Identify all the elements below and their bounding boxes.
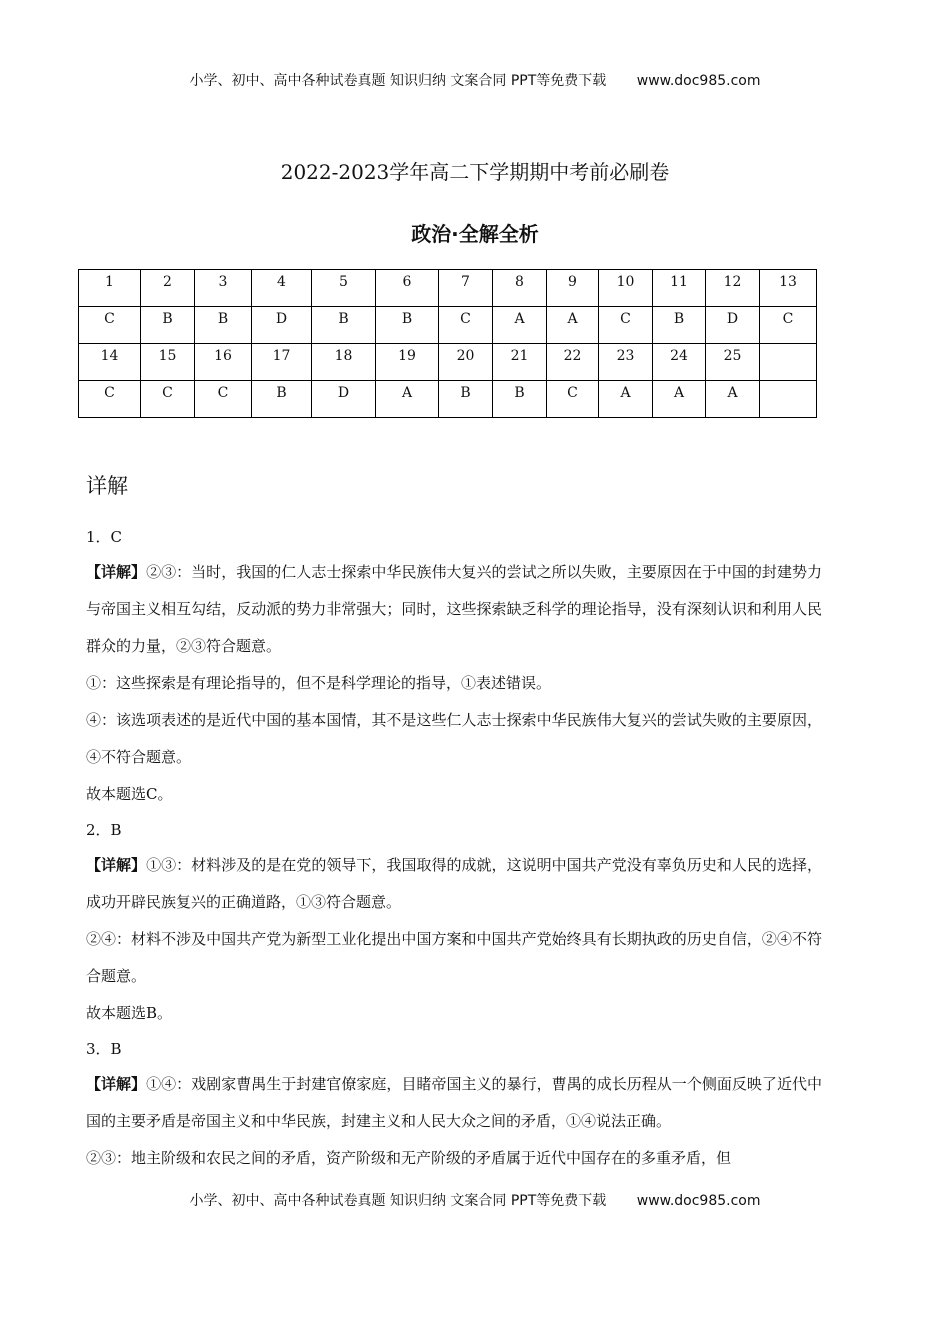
answer-table-cell: 13 — [760, 270, 817, 307]
answer-table — [78, 269, 817, 418]
answer-table-cell: C — [547, 381, 599, 418]
explanations — [86, 520, 822, 1177]
answer-table-cell: A — [547, 307, 599, 344]
answer-table-cell: C — [141, 381, 195, 418]
footer-url[interactable]: www.doc985.com — [636, 1193, 761, 1209]
answer-table-cell: 18 — [312, 344, 376, 381]
explanation-tag: 【详解】 — [86, 856, 147, 874]
answer-table-cell: B — [195, 307, 252, 344]
answer-table-row — [79, 381, 817, 418]
answer-table-cell: B — [439, 381, 493, 418]
answer-table-cell: B — [141, 307, 195, 344]
explanation-tag: 【详解】 — [86, 1075, 147, 1093]
answer-table-cell: 2 — [141, 270, 195, 307]
answer-table-cell: 19 — [376, 344, 439, 381]
footer-text: 小学、初中、高中各种试卷真题 知识归纳 文案合同 PPT等免费下载 — [189, 1193, 607, 1209]
answer-table-cell: 1 — [79, 270, 141, 307]
answer-table-cell: 25 — [706, 344, 760, 381]
page-footer — [0, 1190, 950, 1210]
answer-table-cell: 15 — [141, 344, 195, 381]
explanation-line: 故本题选C。 — [86, 785, 173, 803]
answer-table-row — [79, 344, 817, 381]
explanation-paragraph — [86, 1066, 822, 1140]
answer-table-row — [79, 307, 817, 344]
question-answer: 3．B — [86, 1040, 122, 1058]
explanation-body: ②③：当时，我国的仁人志士探索中华民族伟大复兴的尝试之所以失败，主要原因在于中国的封建势力与帝国主义相互勾结，反动派的势力非常强大；同时，这些探索缺乏科学的理论指导，没有深刻认识和利用人民群众的力量，②③符合题意。 — [86, 563, 822, 655]
header-url[interactable]: www.doc985.com — [636, 73, 761, 89]
explanation-tag: 【详解】 — [86, 563, 147, 581]
answer-table-cell: C — [599, 307, 653, 344]
answer-table-cell: 16 — [195, 344, 252, 381]
answer-table-cell: 3 — [195, 270, 252, 307]
answer-table-row — [79, 270, 817, 307]
answer-table-cell: 4 — [252, 270, 312, 307]
answer-table-cell: 24 — [653, 344, 706, 381]
explanation-line: ②④：材料不涉及中国共产党为新型工业化提出中国方案和中国共产党始终具有长期执政的历史自信，②④不符合题意。 — [86, 930, 822, 985]
header-text: 小学、初中、高中各种试卷真题 知识归纳 文案合同 PPT等免费下载 — [189, 73, 607, 89]
answer-table-cell: C — [79, 381, 141, 418]
explanation-line: 故本题选B。 — [86, 1004, 173, 1022]
explanation-item — [86, 520, 822, 813]
answer-table-cell: D — [312, 381, 376, 418]
answer-table-cell: 9 — [547, 270, 599, 307]
answer-table-cell — [760, 381, 817, 418]
answer-table-cell: B — [252, 381, 312, 418]
document-subtitle: 政治·全解全析 — [411, 222, 539, 246]
answer-table-cell: D — [706, 307, 760, 344]
answer-table-cell: C — [439, 307, 493, 344]
answer-table-cell: 10 — [599, 270, 653, 307]
explanation-body: ①④：戏剧家曹禺生于封建官僚家庭，目睹帝国主义的暴行，曹禺的成长历程从一个侧面反映了近代中国的主要矛盾是帝国主义和中华民族，封建主义和人民大众之间的矛盾，①④说法正确。 — [86, 1075, 822, 1130]
answer-table-cell: 6 — [376, 270, 439, 307]
explanation-line: ①：这些探索是有理论指导的，但不是科学理论的指导，①表述错误。 — [86, 674, 552, 692]
answer-table-cell: C — [195, 381, 252, 418]
answer-table-cell: B — [493, 381, 547, 418]
answer-table-cell: B — [653, 307, 706, 344]
answer-table-cell: D — [252, 307, 312, 344]
answer-table-cell: 7 — [439, 270, 493, 307]
explanation-line: ②③：地主阶级和农民之间的矛盾，资产阶级和无产阶级的矛盾属于近代中国存在的多重矛盾，但 — [86, 1149, 732, 1167]
explanation-line: ④：该选项表述的是近代中国的基本国情，其不是这些仁人志士探索中华民族伟大复兴的尝试失败的主要原因，④不符合题意。 — [86, 711, 822, 766]
answer-table-cell: C — [760, 307, 817, 344]
answer-table-cell: A — [599, 381, 653, 418]
answer-table-cell: C — [79, 307, 141, 344]
section-title: 详解 — [86, 474, 128, 498]
answer-table-cell: A — [376, 381, 439, 418]
explanation-paragraph — [86, 554, 822, 665]
answer-table-cell: B — [312, 307, 376, 344]
explanation-paragraph — [86, 847, 822, 921]
answer-table-cell: B — [376, 307, 439, 344]
answer-table-cell: 5 — [312, 270, 376, 307]
answer-table-cell: 23 — [599, 344, 653, 381]
explanation-body: ①③：材料涉及的是在党的领导下，我国取得的成就，这说明中国共产党没有辜负历史和人民的选择，成功开辟民族复兴的正确道路，①③符合题意。 — [86, 856, 822, 911]
answer-table-cell: 8 — [493, 270, 547, 307]
answer-table-cell: 14 — [79, 344, 141, 381]
answer-table-cell: 12 — [706, 270, 760, 307]
answer-table-cell: 17 — [252, 344, 312, 381]
answer-table-cell: 11 — [653, 270, 706, 307]
answer-table-cell: A — [706, 381, 760, 418]
explanation-item — [86, 813, 822, 1032]
answer-table-cell: A — [653, 381, 706, 418]
page-header — [0, 70, 950, 90]
question-answer: 1．C — [86, 528, 123, 546]
explanation-item — [86, 1032, 822, 1177]
answer-table-cell: 20 — [439, 344, 493, 381]
answer-table-cell: 22 — [547, 344, 599, 381]
document-title: 2022-2023学年高二下学期期中考前必刷卷 — [280, 160, 670, 184]
answer-table-cell: A — [493, 307, 547, 344]
answer-table-cell — [760, 344, 817, 381]
answer-table-cell: 21 — [493, 344, 547, 381]
question-answer: 2．B — [86, 821, 122, 839]
